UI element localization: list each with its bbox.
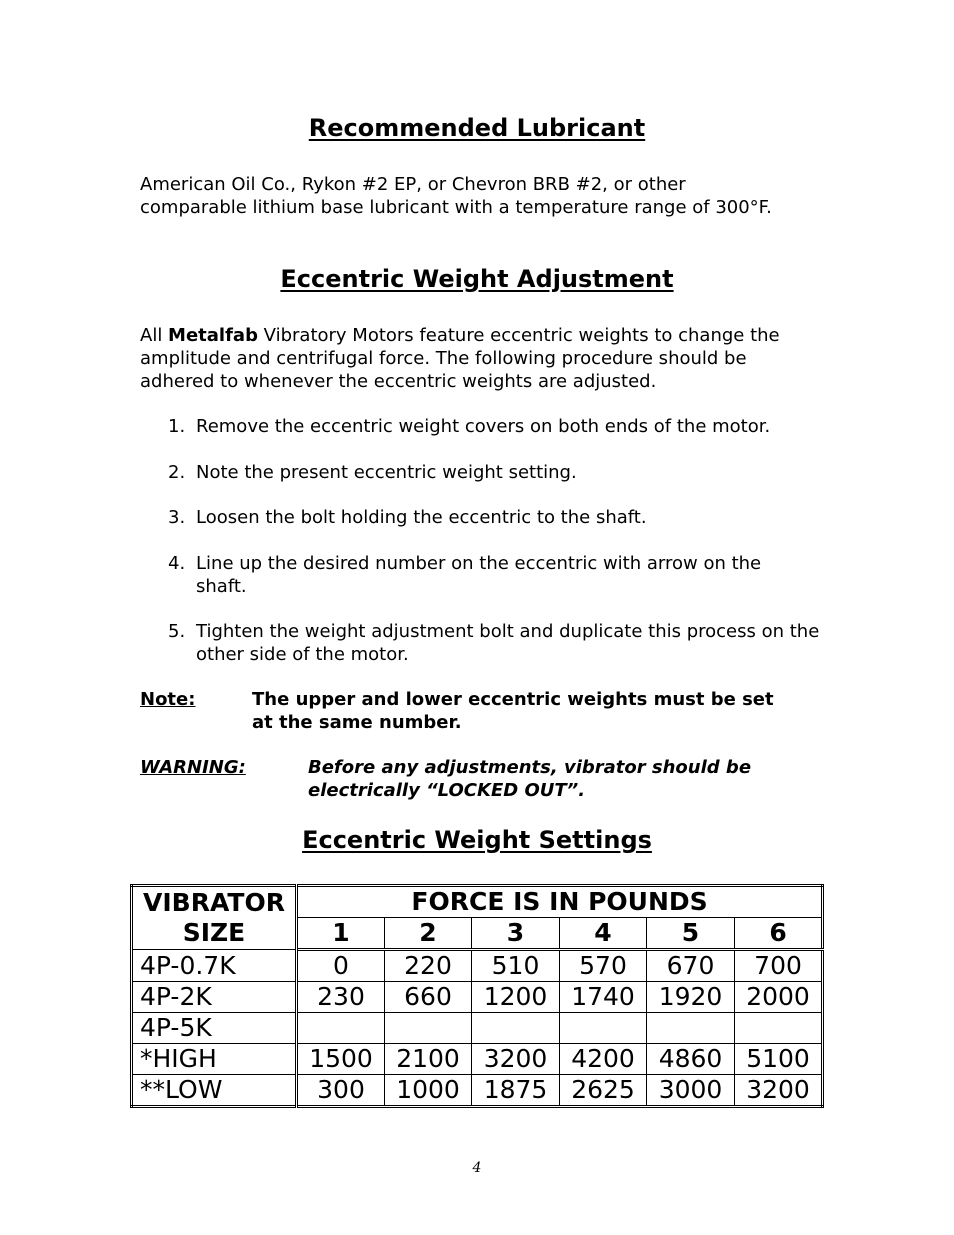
step-number: 3.: [168, 507, 186, 528]
force-cell: [472, 1013, 560, 1044]
force-cell: 670: [647, 950, 735, 982]
vibrator-size-cell: **LOW: [132, 1075, 297, 1107]
force-cell: 220: [385, 950, 472, 982]
setting-number-header: 6: [735, 918, 823, 950]
adjustment-intro: [140, 324, 830, 393]
force-cell: 300: [297, 1075, 385, 1107]
force-cell: 0: [297, 950, 385, 982]
note-label: Note:: [140, 689, 196, 710]
table-row: [132, 950, 823, 982]
force-cell: 1740: [560, 982, 647, 1013]
settings-table: [130, 884, 824, 1108]
note-text: [252, 688, 774, 734]
vibrator-size-header-line-1: VIBRATOR: [143, 888, 285, 917]
warning-label: WARNING:: [140, 757, 246, 778]
force-cell: 5100: [735, 1044, 823, 1075]
force-cell: 1875: [472, 1075, 560, 1107]
force-cell: 230: [297, 982, 385, 1013]
vibrator-size-header-line-2: SIZE: [182, 918, 246, 947]
step-item: [168, 415, 828, 438]
force-cell: 3000: [647, 1075, 735, 1107]
adjustment-heading: Eccentric Weight Adjustment: [280, 265, 674, 293]
vibrator-size-cell: 4P-2K: [132, 982, 297, 1013]
vibrator-size-header: [132, 886, 297, 950]
force-cell: 4860: [647, 1044, 735, 1075]
setting-number-header: 3: [472, 918, 560, 950]
table-row: [132, 1013, 823, 1044]
setting-number-header: 4: [560, 918, 647, 950]
lubricant-line-1: American Oil Co., Rykon #2 EP, or Chevron BRB #2, or other: [140, 174, 686, 195]
table-row: [132, 1075, 823, 1107]
lubricant-paragraph: [140, 173, 830, 219]
lubricant-line-2: comparable lithium base lubricant with a temperature range of 300°F.: [140, 197, 772, 218]
step-item: [168, 620, 828, 666]
setting-number-header: 1: [297, 918, 385, 950]
force-cell: 1500: [297, 1044, 385, 1075]
table-row: [132, 1044, 823, 1075]
table-header-row: [132, 886, 823, 918]
brand-name: Metalfab: [168, 325, 258, 346]
setting-number-header: 5: [647, 918, 735, 950]
step-item: [168, 461, 828, 484]
force-cell: [297, 1013, 385, 1044]
step-number: 2.: [168, 462, 186, 483]
force-cell: 2000: [735, 982, 823, 1013]
step-number: 1.: [168, 416, 186, 437]
note-line-2: at the same number.: [252, 712, 462, 733]
intro-prefix: All: [140, 325, 169, 346]
force-cell: 570: [560, 950, 647, 982]
force-header: FORCE IS IN POUNDS: [297, 886, 823, 918]
note-line-1: The upper and lower eccentric weights must be set: [252, 689, 774, 710]
step-text: Remove the eccentric weight covers on both ends of the motor.: [196, 416, 771, 437]
step-number: 4.: [168, 553, 186, 574]
vibrator-size-cell: *HIGH: [132, 1044, 297, 1075]
step-item: [168, 506, 828, 529]
warning-line-1: Before any adjustments, vibrator should be: [308, 757, 752, 778]
force-cell: 3200: [735, 1075, 823, 1107]
step-number: 5.: [168, 621, 186, 642]
table-row: [132, 982, 823, 1013]
step-text: Note the present eccentric weight setting.: [196, 462, 577, 483]
force-cell: [560, 1013, 647, 1044]
warning-line-2: electrically “LOCKED OUT”.: [308, 780, 586, 801]
step-text: Tighten the weight adjustment bolt and duplicate this process on the other side of the motor.: [196, 621, 820, 665]
force-cell: 2100: [385, 1044, 472, 1075]
settings-heading: Eccentric Weight Settings: [302, 826, 652, 854]
intro-line-2: amplitude and centrifugal force. The following procedure should be: [140, 348, 747, 369]
intro-line-3: adhered to whenever the eccentric weights are adjusted.: [140, 371, 657, 392]
force-cell: 700: [735, 950, 823, 982]
force-cell: 660: [385, 982, 472, 1013]
warning-text: [308, 756, 751, 802]
force-cell: 510: [472, 950, 560, 982]
force-cell: 1920: [647, 982, 735, 1013]
step-text: Line up the desired number on the eccentric with arrow on the shaft.: [196, 553, 762, 597]
step-item: [168, 552, 798, 598]
force-cell: 1000: [385, 1075, 472, 1107]
force-cell: [385, 1013, 472, 1044]
vibrator-size-cell: 4P-5K: [132, 1013, 297, 1044]
step-text: Loosen the bolt holding the eccentric to the shaft.: [196, 507, 647, 528]
force-cell: 4200: [560, 1044, 647, 1075]
page-number: 4: [472, 1160, 482, 1176]
force-cell: [735, 1013, 823, 1044]
lubricant-heading: Recommended Lubricant: [308, 114, 646, 142]
force-cell: 2625: [560, 1075, 647, 1107]
force-cell: [647, 1013, 735, 1044]
vibrator-size-cell: 4P-0.7K: [132, 950, 297, 982]
setting-number-header: 2: [385, 918, 472, 950]
force-cell: 1200: [472, 982, 560, 1013]
force-cell: 3200: [472, 1044, 560, 1075]
intro-line-1-rest: Vibratory Motors feature eccentric weights to change the: [257, 325, 780, 346]
